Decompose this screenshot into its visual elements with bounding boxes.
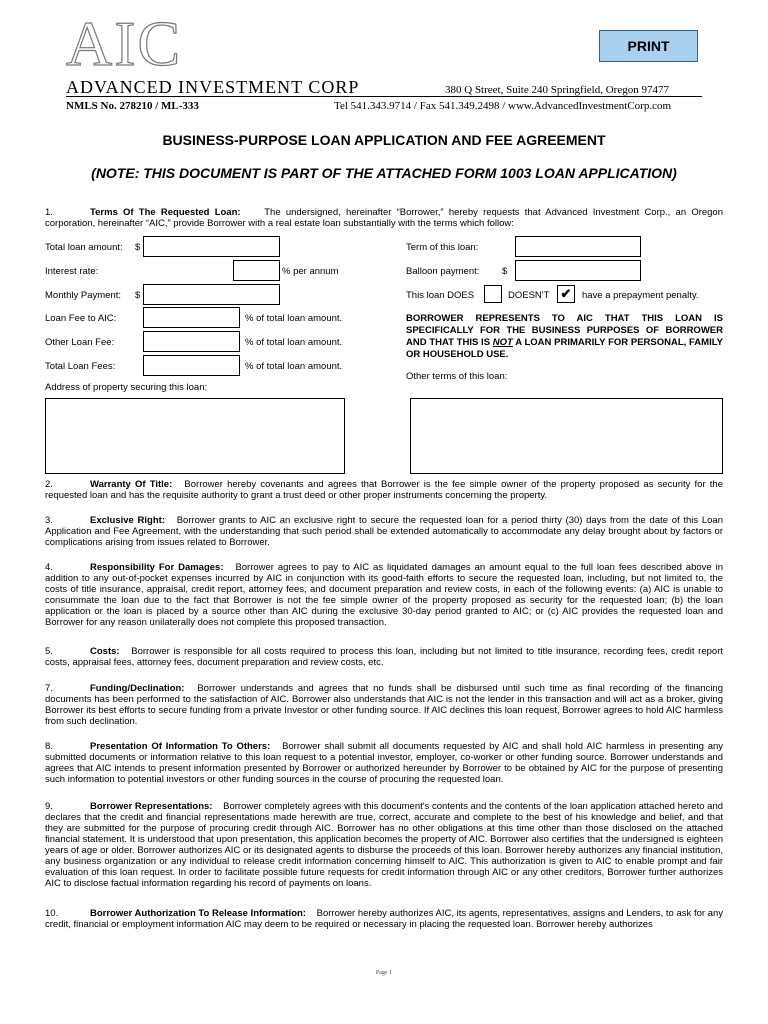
loan-fee-input[interactable] [143,307,240,328]
section-exclusive-right: 3. Exclusive Right: Borrower grants to AIC an exclusive right to secure the requested loan for a period thirty (30) days from the date of this Loan Application and Fee Agreement, with the understanding that such period shall be extended automatically to accommodate any delay brought about by factors or complications arising from issues related to Borrower. [45,515,723,548]
loan-term-label: Term of this loan: [406,242,479,253]
pct-total-label: % of total loan amount. [245,313,343,324]
loan-term-input[interactable] [515,236,641,257]
nmls-number: NMLS No. 278210 / ML-333 [66,100,199,112]
document-note: (NOTE: THIS DOCUMENT IS PART OF THE ATTACHED FORM 1003 LOAN APPLICATION) [91,165,677,181]
page-number: Page 1 [375,970,393,976]
balloon-payment-label: Balloon payment: [406,266,480,277]
total-loan-fees-label: Total Loan Fees: [45,361,116,372]
dollar-sign: $ [502,266,508,277]
monthly-payment-input[interactable] [143,284,280,305]
document-title: BUSINESS-PURPOSE LOAN APPLICATION AND FEE AGREEMENT [162,132,606,148]
checkmark-icon: ✔ [560,286,572,301]
company-name: ADVANCED INVESTMENT CORP [66,77,360,97]
dollar-sign: $ [135,290,141,301]
property-address-input[interactable] [45,398,345,474]
interest-rate-input[interactable] [233,260,280,281]
section-text: The undersigned, hereinafter “Borrower,” hereby requests that Advanced Investment Corp., an Oregon corporation, hereinafter “AIC,” provide Borrower with a real estate loan substantially with the terms which follow: [45,207,724,229]
section-authorization: 10. Borrower Authorization To Release Information: Borrower hereby authorizes AIC, its agents, representatives, assigns and Lenders, to ask for any credit, financial or employment information AIC may deem to be required or necessary in placing the requested loan. Borrower hereby authorizes [45,908,724,930]
prepay-penalty-label: have a prepayment penalty. [582,290,699,301]
section-heading: Terms Of The Requested Loan: [90,207,241,218]
section-presentation: 8. Presentation Of Information To Others: Borrower shall submit all documents requested by AIC and shall hold AIC harmless in presenting any submitted documents or information relative to this loan request to a potential investor, employer, co-worker or other funding source. Borrower understands and agrees that AIC intends to present information presented by Borrower or authorized hereunder by Borrower to be obtained by AIC for the purpose of presenting such information to potential investors or other funding sources in the course of procuring the requested loan. [45,741,724,785]
prepay-doesnt-checkbox[interactable] [557,285,575,303]
header-rule [66,96,702,97]
print-button[interactable]: PRINT [599,30,698,62]
section-number: 1. [45,207,53,218]
loan-fee-label: Loan Fee to AIC: [45,313,117,324]
loan-doesnt-label: DOESN'T [508,290,550,301]
not-emphasis: NOT [492,337,513,348]
pct-total-label: % of total loan amount. [245,337,343,348]
dollar-sign: $ [135,242,141,253]
prepay-does-checkbox[interactable] [484,285,502,303]
section-1 [45,207,723,229]
total-loan-amount-input[interactable] [143,236,280,257]
monthly-payment-label: Monthly Payment: [45,290,122,301]
other-loan-fee-label: Other Loan Fee: [45,337,115,348]
section-warranty: 2. Warranty Of Title: Borrower hereby covenants and agrees that Borrower is the fee simple owner of the property proposed as security for the requested loan and has the requisite authority to grant a trust deed or other proper instruments concerning the property. [45,479,723,501]
pct-total-label: % of total loan amount. [245,361,343,372]
interest-rate-label: Interest rate: [45,266,99,277]
contact-info: Tel 541.343.9714 / Fax 541.349.2498 / www.AdvancedInvestmentCorp.com [334,100,672,112]
balloon-payment-input[interactable] [515,260,641,281]
section-representations: 9. Borrower Representations: Borrower completely agrees with this document's contents and the contents of the loan application attached hereto and declares that the credit and financial representations made herewith are true, correct, accurate and complete to the best of his knowledge and belief, and that they are submitted for the purpose of procuring credit through AIC. Borrower has no other obligations at this time other than those disclosed on the attached financial statement. It is understood that upon presentation, this application becomes the property of AIC. Borrower also certifies that the undersigned is eighteen years of age or older. Borrower authorizes AIC or its designated agents to disburse the proceeds of this loan. Borrower hereby authorizes any financial institution, any business organization or any individual to release credit information concerning himself to AIC. This authorization is given to AIC to enable prompt and fair evaluation of this loan request. In order to facilitate possible future requests for credit information through AIC or any other creditors, Borrower further authorizes AIC to disclose factual information regarding his record of payments on loans. [45,801,724,889]
company-logo: AIC [66,8,183,79]
other-terms-label: Other terms of this loan: [406,371,508,382]
per-annum-label: % per annum [282,266,339,277]
total-loan-fees-input[interactable] [143,355,240,376]
section-funding: 7. Funding/Declination: Borrower understands and agrees that no funds shall be disbursed until such time as final recording of the financing documents has been performed to the satisfaction of AIC. Borrower also understands that AIC is not the lender in this transaction and will act as a broker, giving Borrower its best efforts to secure funding from a private Investor or other funding source. If AIC declines this loan request, Borrower agrees to hold AIC harmless from such declination. [45,683,723,727]
property-address-label: Address of property securing this loan: [45,382,208,393]
section-costs: 5. Costs: Borrower is responsible for all costs required to process this loan, including but not limited to title insurance, recording fees, credit report costs, appraisal fees, attorney fees, document preparation and review costs, etc. [45,646,723,668]
loan-does-label: This loan DOES [406,290,475,301]
company-address: 380 Q Street, Suite 240 Springfield, Oregon 97477 [445,84,669,96]
business-purpose-representation: BORROWER REPRESENTS TO AIC THAT THIS LOAN IS SPECIFICALLY FOR THE BUSINESS PURPOSES OF BORROWER AND THAT THIS IS NOT A LOAN PRIMARILY FOR PERSONAL, FAMILY OR HOUSEHOLD USE. [406,313,723,360]
section-damages: 4. Responsibility For Damages: Borrower agrees to pay to AIC as liquidated damages an amount equal to the full loan fees described above in addition to any out-of-pocket expenses incurred by AIC in conjunction with its good-faith efforts to secure the requested loan, including, but not limited to, the costs of title insurance, appraisal, credit report, attorney fees, and document preparation and review costs, in each of the following events: (a) AIC is unable to consummate the loan due to the fact that Borrower is not the fee simple owner of the property proposed as security for the requested loan; (b) the loan application or the loan is placed by a source other than AIC during the exclusive 30-day period granted to AIC; or (c) AIC provides the requested loan and Borrower for any reason unilaterally does not complete this proposed transaction. [45,562,724,628]
other-terms-input[interactable] [410,398,723,474]
total-loan-amount-label: Total loan amount: [45,242,123,253]
other-loan-fee-input[interactable] [143,331,240,352]
